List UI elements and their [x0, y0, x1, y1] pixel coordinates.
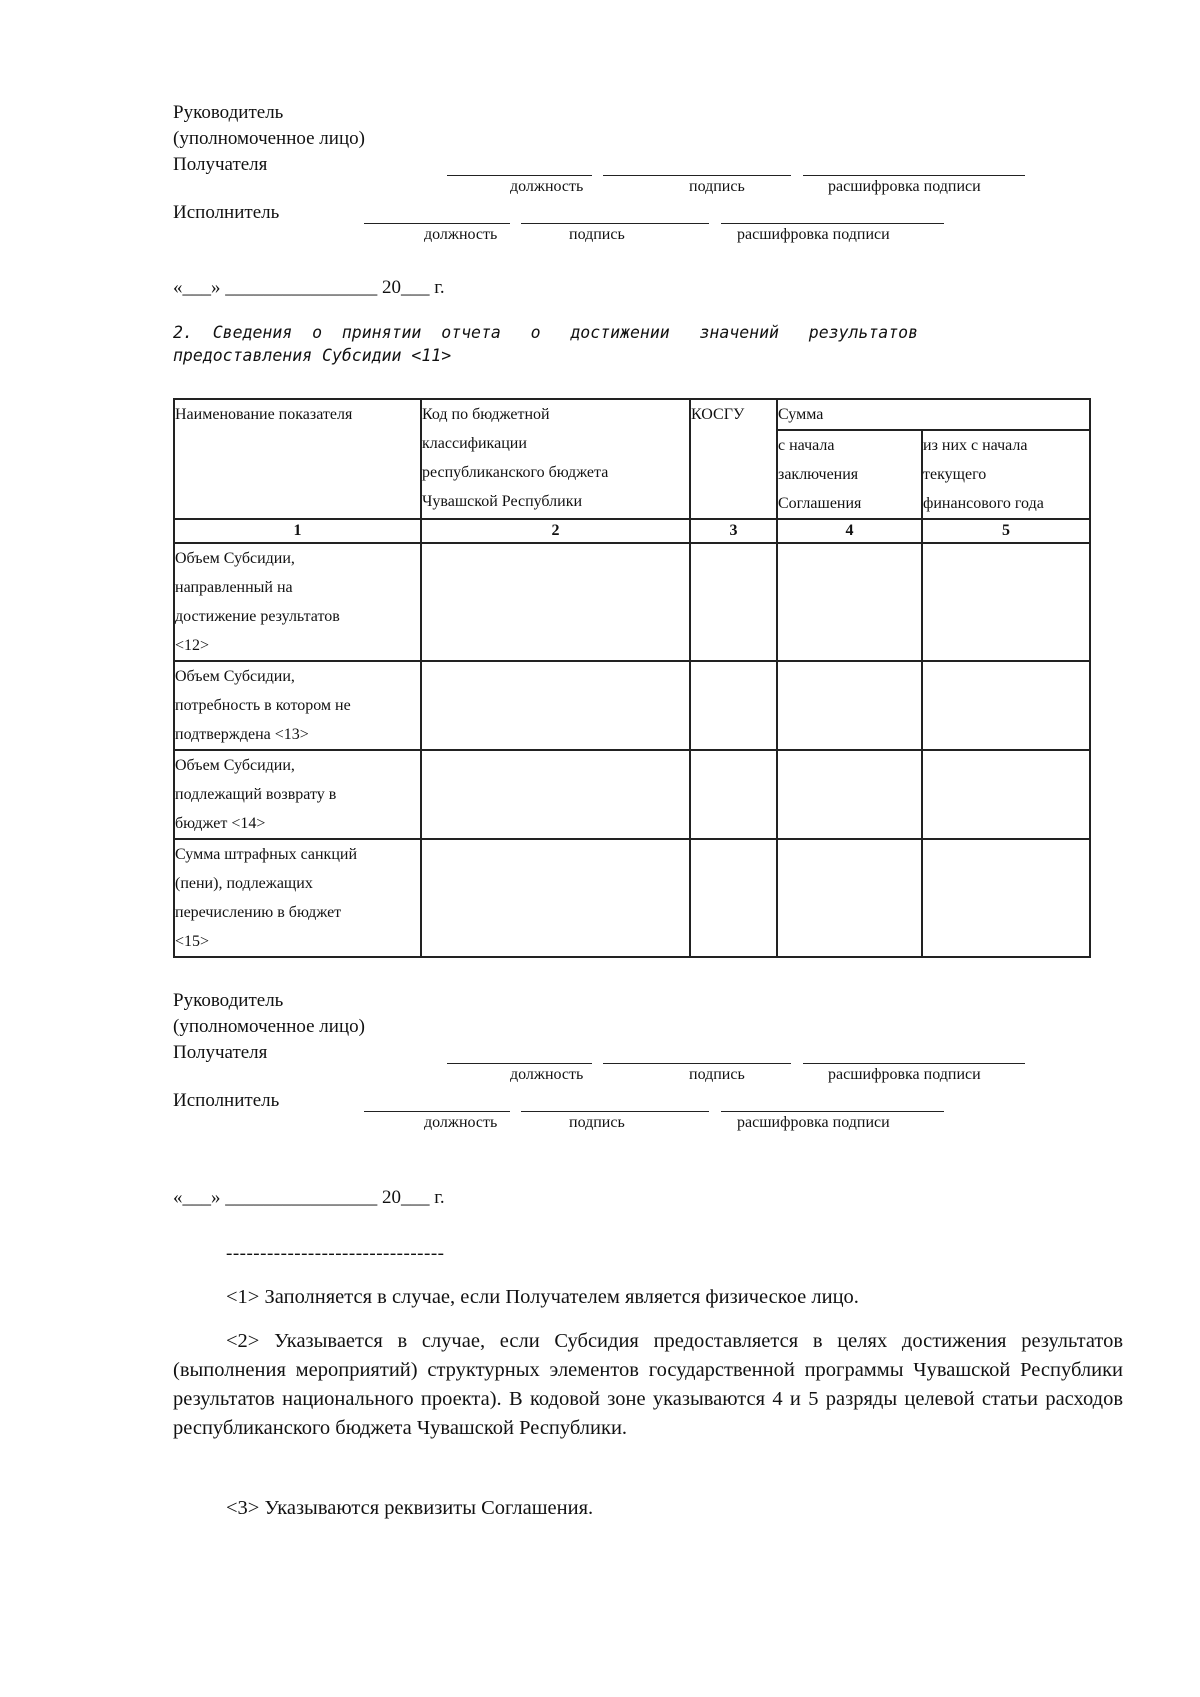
- executor-caption-position: должность: [424, 226, 498, 243]
- signature-decode-line[interactable]: [803, 1063, 1025, 1064]
- head-recipient: Получателя: [173, 1042, 268, 1063]
- table-row: [174, 661, 1090, 750]
- header-budget-code: Код по бюджетной классификации республиканского бюджета Чувашской Республики: [421, 399, 690, 519]
- header-since-agreement: с начала заключения Соглашения: [777, 430, 922, 519]
- column-number: 2: [421, 519, 690, 543]
- cell-kosgu[interactable]: [690, 839, 777, 957]
- position-line[interactable]: [447, 1063, 592, 1064]
- head-subtitle: (уполномоченное лицо): [173, 1016, 365, 1037]
- header-sum: Сумма: [777, 399, 1090, 430]
- section-title-line2: предоставления Субсидии <11>: [173, 346, 452, 365]
- cell-budget-code[interactable]: [421, 661, 690, 750]
- date-line[interactable]: «___» ________________ 20___ г.: [173, 1187, 445, 1208]
- row-label: Объем Субсидии, направленный на достижение результатов <12>: [174, 543, 421, 661]
- cell-current-year[interactable]: [922, 661, 1090, 750]
- footnote-separator: --------------------------------: [226, 1243, 445, 1264]
- cell-since-agreement[interactable]: [777, 543, 922, 661]
- executor-label: Исполнитель: [173, 202, 280, 223]
- head-title: Руководитель: [173, 102, 284, 123]
- signature-line[interactable]: [603, 1063, 791, 1064]
- cell-current-year[interactable]: [922, 839, 1090, 957]
- row-label: Объем Субсидии, потребность в котором не подтверждена <13>: [174, 661, 421, 750]
- caption-signature: подпись: [689, 178, 745, 195]
- cell-kosgu[interactable]: [690, 543, 777, 661]
- cell-budget-code[interactable]: [421, 543, 690, 661]
- executor-caption-decode: расшифровка подписи: [737, 1114, 890, 1131]
- table-row: [174, 839, 1090, 957]
- footnote-1: <1> Заполняется в случае, если Получателем является физическое лицо.: [226, 1286, 859, 1308]
- column-number: 3: [690, 519, 777, 543]
- executor-position-line[interactable]: [364, 223, 510, 224]
- date-line[interactable]: «___» ________________ 20___ г.: [173, 277, 445, 298]
- executor-label: Исполнитель: [173, 1090, 280, 1111]
- executor-caption-signature: подпись: [569, 226, 625, 243]
- header-current-year: из них с начала текущего финансового года: [922, 430, 1090, 519]
- cell-since-agreement[interactable]: [777, 750, 922, 839]
- column-number: 5: [922, 519, 1090, 543]
- executor-position-line[interactable]: [364, 1111, 510, 1112]
- executor-caption-position: должность: [424, 1114, 498, 1131]
- table-row: [174, 543, 1090, 661]
- footnote-3: <3> Указываются реквизиты Соглашения.: [226, 1497, 594, 1519]
- position-line[interactable]: [447, 175, 592, 176]
- cell-current-year[interactable]: [922, 543, 1090, 661]
- caption-decode: расшифровка подписи: [828, 1066, 981, 1083]
- header-kosgu: КОСГУ: [690, 399, 777, 519]
- cell-kosgu[interactable]: [690, 661, 777, 750]
- head-title: Руководитель: [173, 990, 284, 1011]
- row-label: Сумма штрафных санкций (пени), подлежащих перечислению в бюджет <15>: [174, 839, 421, 957]
- executor-signature-line[interactable]: [521, 223, 709, 224]
- caption-signature: подпись: [689, 1066, 745, 1083]
- executor-caption-signature: подпись: [569, 1114, 625, 1131]
- executor-caption-decode: расшифровка подписи: [737, 226, 890, 243]
- table-row: [174, 750, 1090, 839]
- head-recipient: Получателя: [173, 154, 268, 175]
- cell-budget-code[interactable]: [421, 750, 690, 839]
- caption-decode: расшифровка подписи: [828, 178, 981, 195]
- executor-signature-line[interactable]: [521, 1111, 709, 1112]
- footnote-2: <2> Указывается в случае, если Субсидия предоставляется в целях достижения результатов (выполнения мероприятий) структурных элементов государственной программы Чувашской Республики результатов национального проекта). В кодовой зоне указываются 4 и 5 разряды целевой статьи расходов республиканского бюджета Чувашской Республики.: [173, 1330, 1123, 1439]
- cell-current-year[interactable]: [922, 750, 1090, 839]
- signature-decode-line[interactable]: [803, 175, 1025, 176]
- cell-kosgu[interactable]: [690, 750, 777, 839]
- report-table: [173, 398, 1091, 958]
- signature-line[interactable]: [603, 175, 791, 176]
- executor-decode-line[interactable]: [721, 1111, 944, 1112]
- header-indicator-name: Наименование показателя: [174, 399, 421, 519]
- cell-since-agreement[interactable]: [777, 661, 922, 750]
- cell-since-agreement[interactable]: [777, 839, 922, 957]
- column-number: 4: [777, 519, 922, 543]
- caption-position: должность: [510, 178, 584, 195]
- section-title-line1: 2. Сведения о принятии отчета о достижении значений результатов: [173, 323, 919, 342]
- column-number: 1: [174, 519, 421, 543]
- row-label: Объем Субсидии, подлежащий возврату в бюджет <14>: [174, 750, 421, 839]
- head-subtitle: (уполномоченное лицо): [173, 128, 365, 149]
- caption-position: должность: [510, 1066, 584, 1083]
- cell-budget-code[interactable]: [421, 839, 690, 957]
- executor-decode-line[interactable]: [721, 223, 944, 224]
